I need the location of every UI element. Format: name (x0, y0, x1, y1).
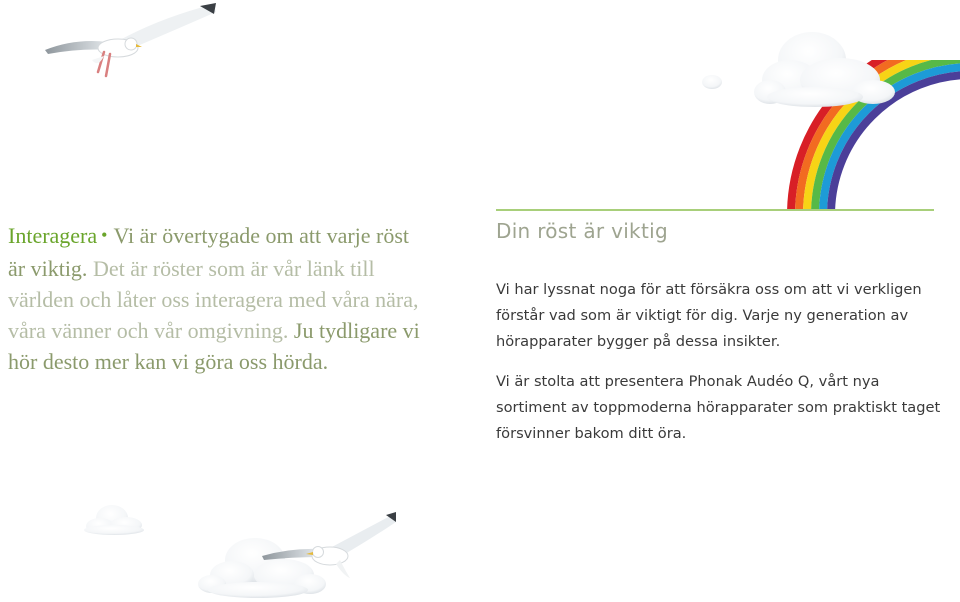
seagull-icon (45, 3, 216, 76)
intro-part-1: Vi är övertygade om att varje röst är viktig. (8, 223, 410, 281)
cloud-icon (702, 32, 895, 107)
intro-lead: Interagera (8, 223, 98, 248)
section-divider (496, 209, 934, 211)
section-title: Din röst är viktig (496, 219, 668, 243)
bullet-separator: • (101, 225, 108, 245)
section-paragraph: Vi har lyssnat noga för att försäkra oss om att vi verkligen förstår vad som är viktigt för dig. Varje ny generation av hörapparater bygger på dessa insikter. (496, 281, 922, 350)
cloud-icon (84, 505, 144, 535)
section-body (496, 277, 941, 461)
intro-part-2: Det är röster som är vår länk till världen och låter oss interagera med våra nära, våra vänner och vår omgivning. (8, 256, 419, 343)
intro-paragraph (8, 220, 428, 377)
cloud-icon (198, 538, 326, 598)
section-paragraph: Vi är stolta att presentera Phonak Audéo Q, vårt nya sortiment av toppmoderna hörapparater som praktiskt taget försvinner bakom ditt öra. (496, 373, 941, 442)
intro-part-3: Ju tydligare vi hör desto mer kan vi göra oss hörda. (8, 318, 420, 374)
